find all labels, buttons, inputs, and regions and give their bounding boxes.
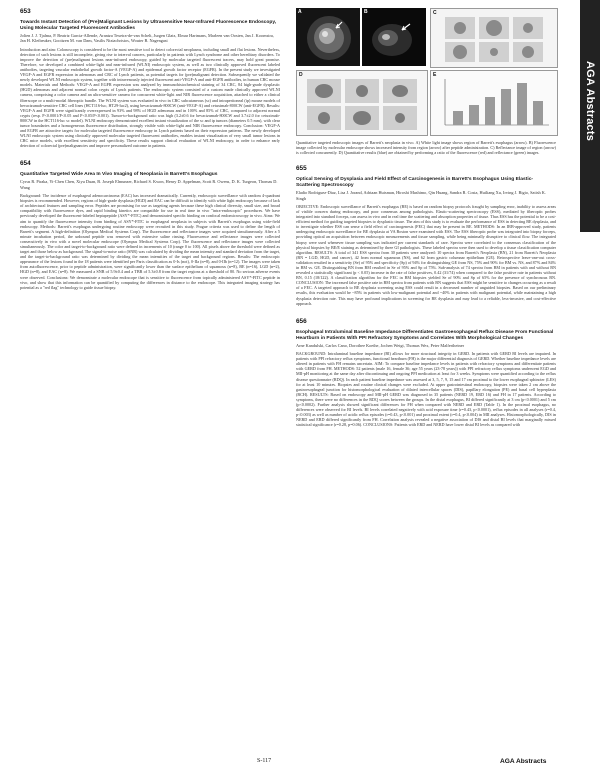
abstract-656-text: BACKGROUND: Intraluminal baseline impedance (BI) allows for more structural integrity in GERD. In patients with GERD BI levels are impaired. In patients with PPI refractory reflux symptoms, functional heartburn (FH) is the major differential diagnosis of GERD. Whether baseline impedance levels are altered in patients with FH remains uncertain. AIM: To compare baseline impedance levels in patients with refractory symptoms and differentiate patients with GERD from FH. METHODS: 52 patients (male 16, female 36; age 55 years (23-78 years)) with PPI refractory reflux symptoms underwent EGD and MII-pH monitoring at the same day after discontinuing and ongoing PPI medication at least for 3 weeks. Symptoms were quantified according to the reflux disease questionnaire (RDQ). In each patient baseline impedance was assessed at 3, 5, 7, 9, 15 and 17 cm proximal to the lower esophageal sphincter (LES) for at least 10 minutes. Biopsies and routine clinical changes were excluded. At upper gastrointestinal endoscopy, biopsies were taken 2 cm above the gastroesophageal junction for histomorphological evaluation of dilated intercellular spaces (DIS), papillary elongation (PE) and basal cell hyperplasia (BCH). RESULTS: Based on endoscopy and MII-pH GERD was diagnosed in 35 patients (NERD 19, ERD 16) and FH in 17 patients. According to symptoms, there were no differences in the RDQ scores between the groups. In the distal esophagus, BI differed significantly at 3 cm (p<0.0001) and 5 cm (p<0.0002). Further analysis showed significant differences for FH when compared with NERD and ERD (Table 1). In the proximal esophagus, no differences were observed for BI levels. BI levels correlated negatively with acid exposure time (r=0.43, p<0.0001), reflux episodes in all analyses (r=0.4, p<0.003) as well as number of acidic reflux episodes (r=0.43, p<0.001) and proximal extent (r=0.4, p<0.004) in MII analyses. Histomorphologically, DIS in NERD and ERD differed significantly from FH. Correlation analysis revealed a negative association of DIS and distal BI levels that marginally missed statistical significance (r=0.28, p=0.06). CONCLUSIONS: Patients with ERD and NERD have lower distal BI levels as compared with xyxy=(296,351,556,428)
abstract-653-title: Towards Instant Detection of (Pre)Malignant Lesions by Ultrasensitive Near-Infrared Fluorescence Endoscopy, Using Molecular Targeted Fluorescent Antibodies xyxy=(20,20,277,31)
abstract-655-text: OBJECTIVE: Endoscopic surveillance of Barrett's esophagus (BE) is based on random biopsy protocols fraught by sampling error, inability to assess areas of visible concern during endoscopy, and poor consensus among pathologists. Elastic-scattering spectroscopy (ESS), mediated by fiberoptic probes integrated into standard forceps, can assess in vivo and in real time the scattering and absorption properties of tissue. Thus ESS has the potential to be a cost-efficient method for guiding targeted biopsies to dysplastic tissue. The aim of this study is to evaluate the performance of ESS in detecting BE dysplasia, and to investigate whether ESS can sense a field effect of carcinogenesis (FEC) that may be present in BE. METHODS: In an IRB-approved study, patients undergoing endoscopic surveillance for BE dysplasia at VA Boston were examined with ESS. The ESS fiberoptic probe was integrated into biopsy forceps, providing optical an acquisition between endoscopic measurements and tissue sampling, while being minimally disruptive to clinical flow. The integrated biopsy were used whenever tissue sampling was indicated per current standards of care. Spectra were correlated to the consensus classification of the physical biopsies by BE/E staining as determined by three GI pathologists. These labeled spectra were then used to develop a tissue classification computer algorithm. RESULTS: A total of 341 ESS spectra from 30 patients were analyzed: 10 spectra from Barrett's Neoplasia (BN), 21 from Barrett's Neoplasia (BN = LGD, HGD, and cancer), 42 from normal squamous (NS), and 62 from gastric columnar epithelium (GE). Retrospective leave-one-out cross-validation resulted in a sensitivity (Se) of 95% and specificity (Sp) of 94% for distinguishing GE from NS, 75% and 90% for BM vs. NS, and 87% and 84% in BM vs. GE. Distinguishing BN from BM resulted in Se of 95% and Sp of 75%. Sub-analysis of 74 spectra from BM in patients with and without BN revealed a statistically significant (p < 0.05) increase in the rate of false positives, 0.42 (31/74) when compared to the false positive rate in patients without BN, 0.15 (18/122). A classification algorithm for the FEC in BM biopsies yielded Se of 90% and Sp of 65% for the presence of synchronous BN. CONCLUSION: The increased false positive rate in BM spectra from patients with BN suggests that ESS might be sensitive to changes occurring as a result of a FEC. A targeted approach to BE dysplasia screening using ESS could result in a decreased number of unguided biopsies. Based on our preliminary results, this evaluation would be ~85% in patients with low-malignant potential and ~40% in patients with malignant potential, while maintaining a high dysplasia detection rate. This may have profound implications in screening for BE dysplasia and may lead to a reliable, less-invasive, and cost-effective approach. xyxy=(296,203,557,306)
abstract-655-number: 655 xyxy=(296,165,307,173)
abstract-653-number: 653 xyxy=(20,8,31,15)
abstract-653-text: Introduction and aim: Colonoscopy is considered to be the most sensitive tool to detect colorectal neoplasms, including small and flat lesions. Nevertheless, detection of such lesions is still incomplete, giving rise to interval cancers, particularly in patients with Lynch syndrome and other hereditary disorders. To improve the detection of (pre)malignant lesions near-infrared endoscopy, guided by molecular targeted fluorescent tracers, may hold great promise. Therefore, we developed a combined white-light and near-infrared (WLNI) endoscopic system, as well as two clinically approved fluorescent labeled antibodies, targeting vascular endothelial growth factor-A (VEGF-A) and epidermal growth factor receptor (EGFR). In the present study we investigated VEGF-A and EGFR expression in adenomas and CRC of Lynch patients, as potential targets for (pre)malignant detection. Subsequently we validated the newly developed WLNI endoscopic system, together with intravenously injected fluorescent anti-VEGF-A and anti-EGFR antibodies, in human CRC mouse models. Materials and Methods: VEGF-A and EGFR expression was analyzed by immunohistochemical staining of 34 CRC, 84 high-grade dysplastic (HGD) adenomas and adjacent normal colon crypts of Lynch patients. The endoscopic system consisted of a custom made clinically approved WLNI camera, comprising a color camera and an ultra-sensitive camera for concurrent white-light and NIR fluorescence acquisition, attached to either a clinical fiberscope or a multi-modal fiberoptic bundle. The WLNI system was evaluated in vivo in CRC subcutaneous (sc) and intraperitoneal (ip) mouse models of bevacizumab-sensitive CRC cell lines (HCT116-luc, HT29-luc2), using bevacizumab-800CW (anti-VEGF-A) and cetuximab-800CW (anti-EGFR). Results: VEGF-A and EGFR were significantly overexpressed in 93% and 98% of HGD adenomas and in 100% and 85% of CRC, compared to adjacent normal crypts (resp. P<0.0001/P<0.05 and P<0.05/P<0.001). Tumor-to-background ratio was high (3.2±0.6 for bevacizumab-800CW and 3.7±2.0 for cetuximab-800CW in the HCT116-luc sc model). WLNI endoscopy demonstrated excellent instant visualization of the sc and ip tumors (diameters 0.5 mm), with clear tumor boundaries and a homogeneous fluorescence distribution, strongly visible with white-light and NIR fluorescence endoscopy. Conclusion: VEGF-A and EGFR are attractive targets for molecular targeted fluorescence endoscopy in Lynch patients based on their expression patterns. The newly developed WLNI endoscopic system using clinically approved molecular targeted fluorescent antibodies, enables instant visualization of very small tumor lesions in CRC mice models, with excellent sensitivity and specificity. These results support clinical evaluation of WLNI endoscopy, in order to enhance early detection of colorectal (pre)malignancies and improve personalized outcome in patients. xyxy=(20,46,280,149)
abstract-656-number: 656 xyxy=(296,317,307,325)
abstract-654-title: Quantitative Targeted Wide Area In Vivo Imaging of Neoplasia in Barrett's Esophagus xyxy=(20,172,218,178)
page-footer xyxy=(0,758,600,772)
white-light-image xyxy=(296,8,360,66)
ratio-plot-image xyxy=(431,71,557,135)
abstract-656-body xyxy=(296,351,556,427)
figure-panel-e xyxy=(430,70,558,136)
panel-b-label: B xyxy=(364,9,368,15)
abstract-656-title: Esophageal Intraluminal Baseline Impedance Differentiates Gastroesophageal Reflux Disease From Functional Heartburn in Patients With PPI Refractory Symptoms and Correlates With Morphological Changes xyxy=(296,329,554,341)
abstract-654-text: Background: The incidence of esophageal adenocarcinoma (EAC) has increased dramatically. Currently, endoscopic surveillance with random 4-quadrant biopsies is recommended. However, regions of high-grade dysplasia (HGD) and EAC can be difficult to identify with white light endoscopy because of lack of architectural features and sampling error. Peptides are promising for use as targeting agents because these high clinical diversity, small size, and broad compatibility with fluorescence dyes, and rapid binding kinetics are compatible for use in real time in vivo "intra-endoscopic" procedures. We have previously developed the fluorescent-labeled heptapeptide (ASY*-FITC) and demonstrated specific binding on confocal endomicroscopy in vivo. Aims: We aim to quantify the fluorescence intensity from binding of ASY*-FITC to esophageal neoplasia in subjects with Barrett's esophagus using wide-field endoscopy. Methods: Barrett's esophagus undergoing routine endoscopy were recruited in this study. Prague criteria was used to define the length of Barrett's segment. A high-definition (Olympus Medical Systems Corp). The fluorescence and reflectance images were acquired simultaneously. After a 5 minute incubation period, the unbound peptide was removed with extensive saline rinsing. Fluorescence and reflectance images were collected consecutively in vivo with a novel molecular endoscope (Olympus Medical Systems Corp). The fluorescence and reflectance images were collected simultaneously. The color and target-to-background ratio were defined in increments of 10 (range 0 to 100). All pixels above the threshold were defined as target and those below as background. The signal-to-noise ratio (SNR) was calculated by dividing the mean intensity and standard deviation from the target, and the target-to-background ratio was determined by dividing the mean intensities of the target and background regions. Results: The endoscopic appearance of the lesions found in the 18 patients were identified per Paris classification as 0-Is (not), 0-IIa (n=8), and 0-IIb (n=12). The images were taken from autofluorescence, prior to peptide administration, were significantly lower than the surface epithelium of squamous (n=8), BE (n=16), LGD (n=2), HGD (n=8), and EAC (n=8). We measured a SNR of 5.9±0.4 and a TBR of 5.3±0.8 from the target regions at a threshold of 80. No serious adverse events were observed. Conclusions: We demonstrate a molecular endoscope that is sensitive to fluorescence from topically administered ASY*-FITC peptide in vivo, and show that this information can be quantified by computing the differences in distance to the endoscope. This integrated imaging strategy has potential as a "red flag" technology to guide tissue biopsy. xyxy=(20,193,280,290)
panel-e-label: E xyxy=(433,72,437,78)
page-number: S-117 xyxy=(257,758,272,764)
abstract-655-authors: Eladio Rodriguez-Diaz, Lisa J. Jorand, Adriaan Huisman, Hiroshi Mashimo, Qin Huang, Sandra R. Costa, Huiliang Xu, Irving J. Bigio, Satish K. Singh xyxy=(296,190,546,201)
side-tab-label: AGA Abstracts xyxy=(584,60,596,142)
figure-panel-a xyxy=(296,8,360,66)
abstract-655-body xyxy=(296,204,556,306)
side-tab-label-wrap xyxy=(580,26,600,176)
figure-panel-d xyxy=(296,70,428,136)
left-column xyxy=(20,8,280,290)
abstract-654-number: 654 xyxy=(20,160,31,168)
quantitative-map-image xyxy=(297,71,427,135)
abstract-654-body xyxy=(20,193,280,290)
abstract-653-authors: Jolien J. J. Tjalma, P. Beatriz Garcia-Allende, Arantza Texeira-de-van Schelt, Jurgen Glatz, Elmar Hartmans, Marleen van Oosten, Jan J. Koornstra, Jan H. Kleibeuker, Gooitzen M. van Dam, Vasilis Ntziachristos, Wouter B. Nagengast xyxy=(20,33,274,44)
fluorescence-image xyxy=(362,8,426,66)
figure-panel-c xyxy=(430,8,558,68)
abstract-654-authors: Cyrus R. Piraka, Yi-Chen Chen, Xiyu Duan, B. Joseph Elmunzer, Richard S. Kwon, Henry D. Appelman, Scott R. Owens, D. K. Turgeon, Thomas D. Wang xyxy=(20,179,278,190)
abstract-656-authors: Arne Kandulski, Carlos Cano, Dorothee Koethe, Jochen Weigt, Thomas Wex, Peter Malfertheiner xyxy=(296,342,465,348)
panel-a-label: A xyxy=(298,9,302,15)
panel-d-label: D xyxy=(299,72,303,78)
abstract-653-body xyxy=(20,47,280,149)
endoscopy-figure xyxy=(296,8,556,136)
panel-c-label: C xyxy=(433,10,437,16)
figure-panel-b xyxy=(362,8,426,66)
right-column xyxy=(296,8,556,427)
section-side-tab xyxy=(574,0,600,780)
figure-caption: Quantitative targeted endoscopic images of Barrett's neoplasia in vivo. A) White light image shows region of Barrett's esophagus (arrow). B) Fluorescence image collected by molecular endoscope shows increased intensity from region (arrow) after peptide administration. C) Reflectance image of region (arrow) is collected concurrently. D) Quantitative results (blue) are obtained by performing a ratio of the fluorescence (red) and reflectance (green) images. xyxy=(296,140,556,156)
abstract-655-title: Optical Sensing of Dysplasia and Field Effect of Carcinogenesis in Barrett's Esophagus Using Elastic-Scattering Spectroscopy xyxy=(296,177,534,189)
reflectance-grid-image xyxy=(431,9,557,67)
journal-name: AGA Abstracts xyxy=(500,758,547,765)
